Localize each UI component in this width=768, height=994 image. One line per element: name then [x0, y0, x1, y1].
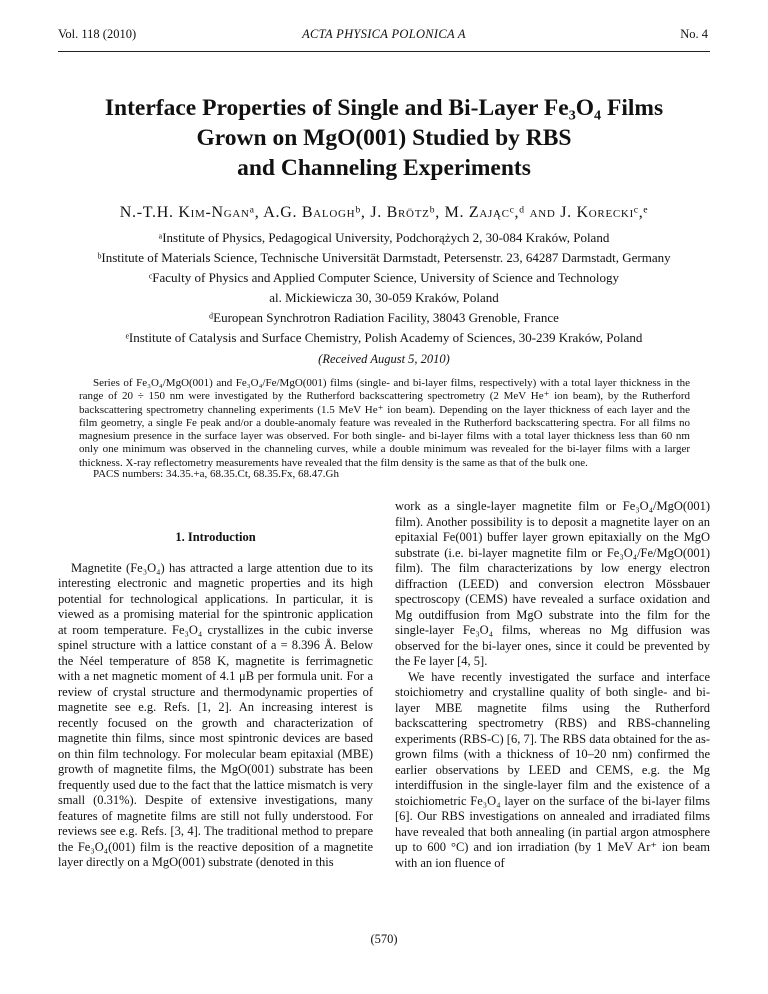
- affiliation-c: ᶜFaculty of Physics and Applied Computer Science, University of Science and Technology: [148, 270, 620, 285]
- affiliation-e: ᵉInstitute of Catalysis and Surface Chemistry, Polish Academy of Sciences, 30-239 Kraków, Poland: [125, 330, 643, 345]
- header-rule: [58, 51, 710, 52]
- abstract: Series of Fe₃O₄/MgO(001) and Fe₃O₄/Fe/MgO(001) films (single- and bi-layer films, respectively) with a total layer thickness in the range of 20 ÷ 150 nm were investigated by the Rutherford backscattering spectrometry (2 MeV He⁺ ion beam), by the Rutherford backscattering spectrometry channeling experiments (1.5 MeV He⁺ ion beam). Depending on the layer thickness of each layer and the film geometry, a single Fe peak and/or a double-anomaly feature was revealed in the Rutherford backscattering spectra. For all films no magnesium presence in the surface layer was observed. For both single- and bi-layer films with a total layer thickness less than 60 nm only one minimum was observed in the channeling curves, while a double minimum was revealed for the bi-layer films with a larger thickness. X-ray reflectometry measurements have revealed that the film density is the same as that of the bulk one.: [79, 377, 690, 469]
- title-line-1: Interface Properties of Single and Bi-Layer Fe₃O₄ Films: [104, 95, 664, 121]
- paper-title: [40, 93, 728, 183]
- body-paragraph: Magnetite (Fe₃O₄) has attracted a large attention due to its interesting electronic and magnetic properties and its high potential for technological applications. In particular, it is viewed as a promising material for the spintronic application at room temperature. Fe₃O₄ crystallizes in the cubic inverse spinel structure with a lattice constant of a = 8.396 Å. Below the Néel temperature of 858 K, magnetite is ferrimagnetic with a net magnetic moment of 4.1 μB per formula unit. For a review of crystal structure and thermodynamic properties of magnetite see e.g. Refs. [1, 2]. An increasing interest is recently focused on the growth and characterization of magnetite thin films, since most spintronic devices are based on thin film technology. For molecular beam epitaxial (MBE) growth of magnetite films, the MgO(001) substrate has been frequently used due to the fact that the lattice mismatch is very small (0.31%). Despite of extensive investigations, many features of magnetite films are still not fully understood. For reviews see e.g. Refs. [3, 4]. The traditional method to prepare the Fe₃O₄(001) film is the reactive deposition of a magnetite layer directly on a MgO(001) substrate (denoted in this: [58, 560, 373, 869]
- section-heading: 1. Introduction: [175, 530, 256, 544]
- affiliation-a: ᵃInstitute of Physics, Pedagogical University, Podchorążych 2, 30-084 Kraków, Poland: [158, 230, 610, 245]
- right-column: [395, 499, 710, 871]
- affiliation-c-address: al. Mickiewicza 30, 30-059 Kraków, Poland: [269, 290, 499, 305]
- running-header-volume: Vol. 118 (2010): [58, 27, 137, 41]
- body-paragraph: We have recently investigated the surface and interface stoichiometry and crystalline quality of both single- and bi-layer MBE magnetite films using the Rutherford backscattering spectrometry (RBS) and RBS-channeling experiments (RBS-C) [6, 7]. The RBS data obtained for the as-grown films (with a thickness of 10–20 nm) confirmed the earlier observations by LEED and CEMS, e.g. the Mg interdiffusion in the single-layer film and the existence of a stoichiometric Fe₃O₄ layer on the surface of the bi-layer films [6]. Our RBS investigations on annealed and irradiated films have revealed that both annealing (in partial argon atmosphere up to 600 °C) and ion irradiation (by 1 MeV Ar⁺ ion beam with an ion fluence of: [395, 669, 710, 870]
- author-list: N.-T.H. Kim-Nganᵃ, A.G. Baloghᵇ, J. Brötzᵇ, M. Zającᶜ,ᵈ and J. Koreckiᶜ,ᵉ: [119, 204, 649, 221]
- running-header-journal: ACTA PHYSICA POLONICA A: [302, 27, 466, 41]
- title-line-2: Grown on MgO(001) Studied by RBS: [196, 125, 572, 151]
- affiliation-d: ᵈEuropean Synchrotron Radiation Facility, 38043 Grenoble, France: [209, 310, 559, 325]
- left-column: [58, 499, 373, 871]
- page-number: (570): [370, 932, 398, 946]
- running-header-issue: No. 4: [680, 27, 708, 41]
- received-date: (Received August 5, 2010): [318, 352, 450, 366]
- pacs-numbers: PACS numbers: 34.35.+a, 68.35.Ct, 68.35.Fx, 68.47.Gh: [93, 468, 339, 480]
- body-paragraph: work as a single-layer magnetite film or Fe₃O₄/MgO(001) film). Another possibility is to deposit a magnetite layer on an epitaxial Fe(001) buffer layer grown epitaxially on the MgO substrate (i.e. bi-layer magnetite film or Fe₃O₄/Fe/MgO(001) film). The film characterizations by low energy electron diffraction (LEED) and conversion electron Mössbauer spectroscopy (CEMS) have revealed a surface oxidation and Mg outdiffusion from MgO substrate into the film for the single-layer Fe₃O₄ films, whereas no Mg diffusion was observed for the bi-layer ones, since it could be prevented by the Fe layer [4, 5].: [395, 499, 710, 668]
- affiliation-b: ᵇInstitute of Materials Science, Technische Universität Darmstadt, Petersenstr. 23, 64287 Darmstadt, Germany: [97, 250, 671, 265]
- title-line-3: and Channeling Experiments: [237, 155, 531, 181]
